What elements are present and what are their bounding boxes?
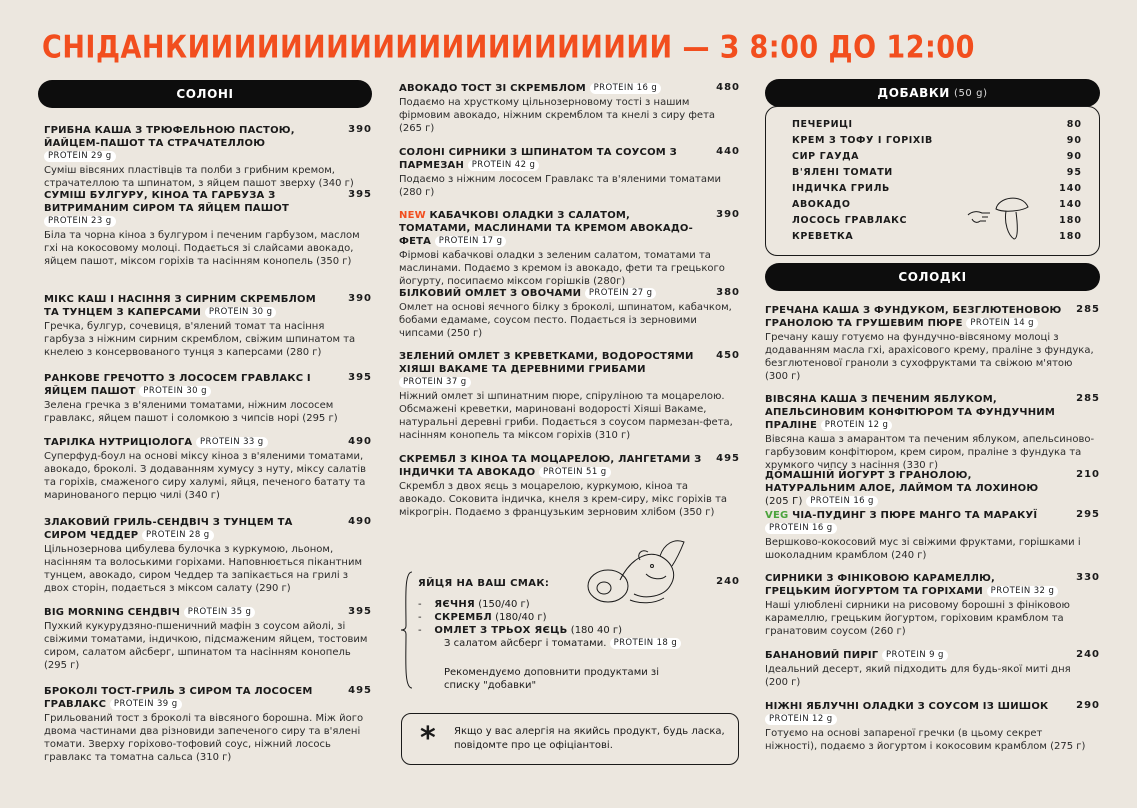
item-description: Готуємо на основі запареної гречки (в цьому секрет ніжності), подаємо з йогуртом і кокосовим крамблом (275 г) — [765, 728, 1086, 752]
item-description: Ідеальний десерт, який підходить для будь-якої миті дня (200 г) — [765, 664, 1071, 688]
menu-item — [399, 82, 740, 135]
item-name: ТАРІЛКА НУТРИЦІОЛОГА — [44, 437, 193, 448]
addon-price: 180 — [1059, 231, 1082, 242]
eggs-price: 240 — [716, 576, 740, 587]
protein-badge: PROTEIN 37 g — [399, 377, 471, 388]
addon-name: В'ЯЛЕНІ ТОМАТИ — [792, 167, 893, 178]
menu-item — [399, 350, 740, 442]
item-name: СИРНИКИ З ФІНІКОВОЮ КАРАМЕЛЛЮ, ГРЕЦЬКИМ ЙОГУРТОМ ТА ГОРІХАМИ — [765, 573, 996, 597]
item-price: 495 — [348, 685, 372, 696]
protein-badge: PROTEIN 9 g — [882, 650, 948, 661]
item-price: 395 — [348, 372, 372, 383]
item-description: Вершково-кокосовий мус зі свіжими фруктами, горішками і шоколадним крамблом (240 г) — [765, 537, 1081, 561]
dodatky-weight: (50 g) — [953, 87, 988, 99]
protein-badge: PROTEIN 14 g — [966, 318, 1038, 329]
item-name: СУМІШ БУЛГУРУ, КІНОА ТА ГАРБУЗА З ВИТРИМАНИМ СИРОМ ТА ЯЙЦЕМ ПАШОТ — [44, 190, 289, 214]
protein-badge: PROTEIN 28 g — [142, 530, 214, 541]
protein-badge: PROTEIN 12 g — [821, 420, 893, 431]
item-name: ВІВСЯНА КАША З ПЕЧЕНИМ ЯБЛУКОМ, АПЕЛЬСИНОВИМ КОНФІТЮРОМ ТА ФУНДУЧНИМ ПРАЛІНЕ — [765, 394, 1055, 431]
item-price: 380 — [716, 287, 740, 298]
menu-item — [44, 606, 372, 672]
menu-item — [44, 436, 372, 502]
item-description: Подаємо з ніжним лососем Гравлакс та в'яленими томатами (280 г) — [399, 174, 721, 198]
addon-price: 140 — [1059, 183, 1082, 194]
item-description: Суміш вівсяних пластівців та полби з грибним кремом, страчателлою та шпинатом, з яйцем пашот зверху (340 г) — [44, 165, 354, 189]
addon-price: 90 — [1066, 151, 1082, 162]
protein-badge: PROTEIN 42 g — [468, 160, 540, 171]
dodatky-box — [765, 106, 1100, 256]
brace-decoration — [400, 570, 414, 690]
menu-item — [765, 393, 1100, 472]
protein-badge: PROTEIN 29 g — [44, 151, 116, 162]
addon-row — [792, 135, 1082, 151]
item-name: СКРЕМБЛ З КІНОА ТА МОЦАРЕЛОЮ, ЛАНГЕТАМИ З ІНДИЧКИ ТА АВОКАДО — [399, 454, 702, 478]
addon-row — [792, 167, 1082, 183]
item-name: ЧІА-ПУДИНГ З ПЮРЕ МАНГО ТА МАРАКУЇ — [792, 510, 1038, 521]
item-name: МІКС КАШ І НАСІННЯ З СИРНИМ СКРЕМБЛОМ ТА ТУНЦЕМ З КАПЕРСАМИ — [44, 294, 316, 318]
item-description: Подаємо на хрусткому цільнозерновому тості з нашим фірмовим авокадо, ніжним скремблом та кнелі з сиру фета (265 г) — [399, 97, 716, 134]
menu-item — [765, 649, 1100, 689]
middle-column — [399, 82, 740, 582]
egg-option-name: ЯЄЧНЯ — [434, 599, 476, 610]
item-price: 395 — [348, 606, 372, 617]
addon-price: 80 — [1066, 119, 1082, 130]
addon-row — [792, 199, 1082, 215]
item-name: ГРИБНА КАША З ТРЮФЕЛЬНОЮ ПАСТОЮ, ЙАЙЦЕМ-ПАШОТ ТА СТРАЧАТЕЛЛОЮ — [44, 125, 295, 149]
soloni-label: СОЛОНІ — [176, 87, 234, 101]
egg-option-name: ОМЛЕТ З ТРЬОХ ЯЄЦЬ — [434, 625, 568, 636]
protein-badge: PROTEIN 16 g — [590, 83, 662, 94]
menu-item — [44, 685, 372, 764]
addon-name: КРЕМ З ТОФУ І ГОРІХІВ — [792, 135, 933, 146]
menu-item — [44, 189, 372, 268]
egg-option-weight: (180 40 г) — [570, 625, 623, 636]
solodki-column — [765, 304, 1100, 774]
menu-item — [399, 209, 740, 288]
eggs-title: ЯЙЦЯ НА ВАШ СМАК: — [418, 578, 550, 589]
protein-badge: PROTEIN 23 g — [44, 216, 116, 227]
item-price: 440 — [716, 146, 740, 157]
allergy-note — [401, 713, 739, 765]
item-description: Омлет на основі яєчного білку з броколі, шпинатом, кабачком, бобами едамаме, соусом песто. Подається із зерновими чипсами (250 г) — [399, 302, 732, 339]
new-tag: NEW — [399, 210, 426, 221]
item-name: БАНАНОВИЙ ПИРІГ — [765, 650, 879, 661]
solodki-label: СОЛОДКІ — [898, 270, 967, 284]
item-description: Наші улюблені сирники на рисовому борошні з фініковою карамеллю, грецьким йогуртом, горіховим крамблом та гранатовим соусом (260 г) — [765, 600, 1070, 637]
menu-item — [399, 453, 740, 519]
item-price: 490 — [348, 436, 372, 447]
egg-option — [418, 624, 622, 637]
addon-name: ЛОСОСЬ ГРАВЛАКС — [792, 215, 908, 226]
menu-item — [399, 146, 740, 199]
egg-note-text: З салатом айсберг і томатами. — [444, 638, 607, 649]
solodki-header — [765, 263, 1100, 291]
item-price: 390 — [348, 293, 372, 304]
addon-price: 180 — [1059, 215, 1082, 226]
protein-badge: PROTEIN 16 g — [765, 523, 837, 534]
menu-item — [399, 287, 740, 340]
menu-item — [44, 124, 372, 190]
item-price: 285 — [1076, 393, 1100, 404]
item-price: 295 — [1076, 509, 1100, 520]
protein-badge: PROTEIN 51 g — [539, 467, 611, 478]
item-name: БРОКОЛІ ТОСТ-ГРИЛЬ З СИРОМ ТА ЛОСОСЕМ ГРАВЛАКС — [44, 686, 313, 710]
item-name: BIG MORNING СЕНДВІЧ — [44, 607, 181, 618]
dodatky-header — [765, 79, 1100, 107]
item-price: 480 — [716, 82, 740, 93]
item-price: 210 — [1076, 469, 1100, 480]
item-description: Пухкий кукурудзяно-пшеничний мафін з соусом айолі, зі свіжими томатами, індичкою, підсмаженим яйцем, тостовим сиром, салатом айсберг, шпинатом та насінням конопель (295 г) — [44, 621, 368, 671]
protein-badge: PROTEIN 30 g — [139, 386, 211, 397]
addon-name: ІНДИЧКА ГРИЛЬ — [792, 183, 890, 194]
dodatky-label: ДОБАВКИ — [877, 86, 950, 100]
item-price: 390 — [716, 209, 740, 220]
pointing-hand-icon — [966, 203, 992, 225]
item-description: Біла та чорна кіноа з булгуром і печеним гарбузом, маслом гхі на кокосовому молоці. Подається зі слайсами авокадо, яйцем пашот, міксом горіхів та насінням конопель (350 г) — [44, 230, 360, 267]
protein-badge: PROTEIN 32 g — [987, 586, 1059, 597]
item-description: Суперфуд-боул на основі міксу кіноа з в'яленими томатами, авокадо, броколі. З додаванням хумусу з нуту, міксу салатів та горіхів, смаженого сиру халумі, яйця, печеного батату та маринованого перцю чилі (340 г) — [44, 451, 367, 501]
addon-price: 95 — [1066, 167, 1082, 178]
protein-badge: PROTEIN 30 g — [205, 307, 277, 318]
item-price: 290 — [1076, 700, 1100, 711]
item-name: ЗЕЛЕНИЙ ОМЛЕТ З КРЕВЕТКАМИ, ВОДОРОСТЯМИ ХІЯШІ ВАКАМЕ ТА ДЕРЕВНИМИ ГРИБАМИ — [399, 351, 694, 375]
protein-badge: PROTEIN 27 g — [585, 288, 657, 299]
item-price: 490 — [348, 516, 372, 527]
item-price: 285 — [1076, 304, 1100, 315]
item-price: 495 — [716, 453, 740, 464]
item-name: ДОМАШНІЙ ЙОГУРТ З ГРАНОЛОЮ, НАТУРАЛЬНИМ АЛОЕ, ЛАЙМОМ ТА ЛОХИНОЮ — [765, 470, 1039, 494]
item-description: Гречану кашу готуємо на фундучно-вівсяному молоці з додаванням масла гхі, арахісового крему, праліне з фундука, безглютенової граноли з сухофруктами та свіжою м'ятою (300 г) — [765, 332, 1094, 382]
item-name: РАНКОВЕ ГРЕЧОТТО З ЛОСОСЕМ ГРАВЛАКС І ЯЙЦЕМ ПАШОТ — [44, 373, 311, 397]
soloni-column — [38, 80, 372, 780]
item-description: Цільнозернова цибулева булочка з куркумою, льоном, насінням та волоськими горіхами. Наповнюється пікантним тунцем, авокадо, сиром Чеддер та запікається на грилі з двох сторін, подається з міксом салату (290 г) — [44, 544, 362, 594]
egg-option-name: СКРЕМБЛ — [434, 612, 492, 623]
item-name: НІЖНІ ЯБЛУЧНІ ОЛАДКИ З СОУСОМ ІЗ ШИШОК — [765, 701, 1049, 712]
addon-price: 140 — [1059, 199, 1082, 210]
egg-option — [418, 598, 530, 611]
item-description: Зелена гречка з в'яленими томатами, ніжним лососем гравлакс, яйцем пашот і соломкою з чипсів норі (295 г) — [44, 400, 338, 424]
allergy-text: Якщо у вас алергія на якийсь продукт, будь ласка, повідомте про це офіціантові. — [454, 726, 725, 751]
item-description: Вівсяна каша з амарантом та печеним яблуком, апельсиново-гарбузовим конфітюром, крем сиром, праліне з фундука та хрумкого чипсу з насіння (330 г) — [765, 434, 1095, 471]
menu-item — [765, 469, 1100, 508]
mushroom-icon — [992, 193, 1032, 243]
menu-item — [44, 516, 372, 595]
addon-row — [792, 119, 1082, 135]
protein-badge: PROTEIN 17 g — [435, 236, 507, 247]
page-title: СНІДАНКИИИИИИИИИИИИИИИИИИИИИ — З 8:00 ДО 12:00 — [42, 30, 975, 66]
egg-dash: - — [418, 612, 422, 623]
egg-option-weight: (180/40 г) — [495, 612, 547, 623]
addon-name: КРЕВЕТКА — [792, 231, 854, 242]
addon-row — [792, 231, 1082, 247]
item-description: Гречка, булгур, сочевиця, в'ялений томат та насіння гарбуза з ніжним сирним скремблом, свіжим шпинатом та кнелею з консервованого тунця з каперсами (280 г) — [44, 321, 356, 358]
veg-tag: VEG — [765, 510, 789, 521]
item-name: ЗЛАКОВИЙ ГРИЛЬ-СЕНДВІЧ З ТУНЦЕМ ТА СИРОМ ЧЕДДЕР — [44, 517, 293, 541]
addon-name: ПЕЧЕРИЦІ — [792, 119, 853, 130]
soloni-header — [38, 80, 372, 108]
item-price: 395 — [348, 189, 372, 200]
item-name: БІЛКОВИЙ ОМЛЕТ З ОВОЧАМИ — [399, 288, 582, 299]
menu-item — [765, 700, 1100, 753]
protein-badge: PROTEIN 39 g — [110, 699, 182, 710]
addon-row — [792, 215, 1082, 231]
item-price: 240 — [1076, 649, 1100, 660]
egg-dash: - — [418, 625, 422, 636]
egg-dash: - — [418, 599, 422, 610]
addon-price: 90 — [1066, 135, 1082, 146]
asterisk-icon: * — [420, 721, 436, 756]
addon-name: СИР ГАУДА — [792, 151, 860, 162]
item-name: СОЛОНІ СИРНИКИ З ШПИНАТОМ ТА СОУСОМ З ПАРМЕЗАН — [399, 147, 677, 171]
item-weight: (205 Г) — [765, 496, 803, 507]
addon-row — [792, 151, 1082, 167]
item-description: Скрембл з двох яєць з моцарелою, куркумою, кіноа та авокадо. Соковита індичка, кнеля з крем-сиру, мікс горіхів та мікрогрін. Подаємо з французьким зерновим хлібом (350 г) — [399, 481, 728, 518]
item-name: АВОКАДО ТОСТ ЗІ СКРЕМБЛОМ — [399, 83, 586, 94]
eggs-recommendation: Рекомендуємо доповнити продуктами зі списку "добавки" — [444, 667, 660, 691]
item-description: Грильований тост з броколі та вівсяного борошна. Між його двома частинами два різновиди запеченого сиру та в'ялені томати. Зверху горіхово-тофовий соус, ніжний лосось гравлакс та томатна сальса (310 г) — [44, 713, 364, 763]
item-price: 390 — [348, 124, 372, 135]
addon-name: АВОКАДО — [792, 199, 851, 210]
protein-badge: PROTEIN 35 g — [184, 607, 256, 618]
protein-badge: PROTEIN 18 g — [610, 638, 682, 649]
menu-item — [44, 372, 372, 425]
addon-row — [792, 183, 1082, 199]
item-price: 450 — [716, 350, 740, 361]
item-description: Фірмові кабачкові оладки з зеленим салатом, томатами та маслинами. Подаємо з кремом із авокадо, фети та грецького йогурту, посипаємо міксом горішків (280г) — [399, 250, 725, 287]
menu-item — [765, 572, 1100, 638]
protein-badge: PROTEIN 12 g — [765, 714, 837, 725]
egg-option — [418, 611, 547, 624]
menu-item — [765, 509, 1100, 562]
menu-item — [765, 304, 1100, 383]
menu-item — [44, 293, 372, 359]
protein-badge: PROTEIN 33 g — [196, 437, 268, 448]
chicken-egg-illustration-icon — [580, 530, 692, 610]
protein-badge: PROTEIN 16 g — [806, 496, 878, 507]
item-description: Ніжний омлет зі шпинатним пюре, спіруліною та моцарелою. Обсмажені креветки, мариновані водорості Хіяші Вакаме, натуральні деревні гриби. Подається з соусом пармезан-фета, насінням конопель та міксом горіхів (310 г) — [399, 391, 733, 441]
item-price: 330 — [1076, 572, 1100, 583]
item-name: ГРЕЧАНА КАША З ФУНДУКОМ, БЕЗГЛЮТЕНОВОЮ ГРАНОЛОЮ ТА ГРУШЕВИМ ПЮРЕ — [765, 305, 1062, 329]
item-name: КАБАЧКОВІ ОЛАДКИ З САЛАТОМ, ТОМАТАМИ, МАСЛИНАМИ ТА КРЕМОМ АВОКАДО-ФЕТА — [399, 210, 693, 247]
egg-option-weight: (150/40 г) — [478, 599, 530, 610]
egg-note — [444, 637, 681, 650]
